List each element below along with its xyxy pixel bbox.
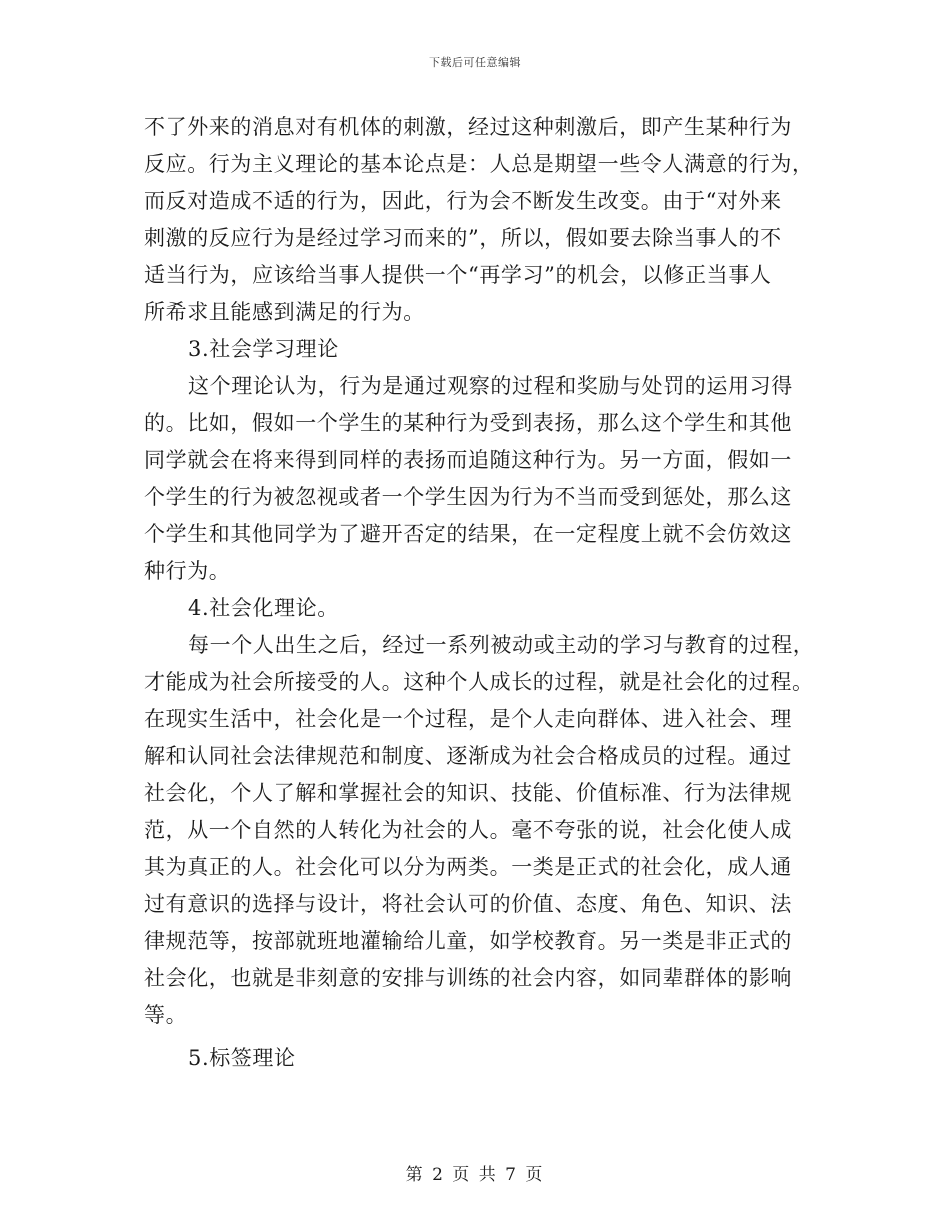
page-header-note: 下载后可任意编辑 — [429, 56, 521, 69]
paragraph-line: 个学生和其他同学为了避开否定的结果，在一定程度上就不会仿效这 — [144, 522, 792, 546]
paragraph-line: 而反对造成不适的行为，因此，行为会不断发生改变。由于“对外来 — [144, 189, 782, 213]
paragraph-line: 等。 — [144, 1003, 188, 1027]
section-heading-social-learning: 3.社会学习理论 — [188, 337, 339, 361]
paragraph-line: 律规范等，按部就班地灌输给儿童，如学校教育。另一类是非正式的 — [144, 929, 792, 953]
paragraph-line: 这个理论认为，行为是通过观察的过程和奖励与处罚的运用习得 — [188, 374, 793, 398]
paragraph-line: 社会化，个人了解和掌握社会的知识、技能、价值标准、行为法律规 — [144, 781, 792, 805]
section-heading-socialization: 4.社会化理论。 — [188, 596, 339, 620]
paragraph-line: 才能成为社会所接受的人。这种个人成长的过程，就是社会化的过程。 — [144, 670, 814, 694]
document-body — [144, 109, 815, 1077]
paragraph-line: 解和认同社会法律规范和制度、逐渐成为社会合格成员的过程。通过 — [144, 744, 792, 768]
paragraph-line: 同学就会在将来得到同样的表扬而追随这种行为。另一方面，假如一 — [144, 448, 792, 472]
paragraph-line: 种行为。 — [144, 559, 231, 583]
page-number-footer: 第 2 页 共 7 页 — [405, 1165, 545, 1185]
paragraph-line: 适当行为，应该给当事人提供一个“再学习”的机会，以修正当事人 — [144, 263, 772, 287]
paragraph-line: 刺激的反应行为是经过学习而来的”，所以，假如要去除当事人的不 — [144, 226, 782, 250]
paragraph-line: 不了外来的消息对有机体的刺激，经过这种刺激后，即产生某种行为 — [144, 115, 792, 139]
paragraph-line: 的。比如，假如一个学生的某种行为受到表扬，那么这个学生和其他 — [144, 411, 792, 435]
paragraph-line: 过有意识的选择与设计，将社会认可的价值、态度、角色、知识、法 — [144, 892, 792, 916]
paragraph-line: 社会化，也就是非刻意的安排与训练的社会内容，如同辈群体的影响 — [144, 966, 792, 990]
section-heading-labeling: 5.标签理论 — [188, 1046, 296, 1070]
paragraph-line: 所希求且能感到满足的行为。 — [144, 300, 425, 324]
paragraph-line: 反应。行为主义理论的基本论点是：人总是期望一些令人满意的行为， — [144, 152, 814, 176]
paragraph-line: 在现实生活中，社会化是一个过程，是个人走向群体、进入社会、理 — [144, 707, 792, 731]
paragraph-line: 范，从一个自然的人转化为社会的人。毫不夸张的说，社会化使人成 — [144, 818, 792, 842]
paragraph-line: 个学生的行为被忽视或者一个学生因为行为不当而受到惩处，那么这 — [144, 485, 792, 509]
paragraph-line: 其为真正的人。社会化可以分为两类。一类是正式的社会化，成人通 — [144, 855, 792, 879]
paragraph-line: 每一个人出生之后，经过一系列被动或主动的学习与教育的过程， — [188, 633, 815, 657]
